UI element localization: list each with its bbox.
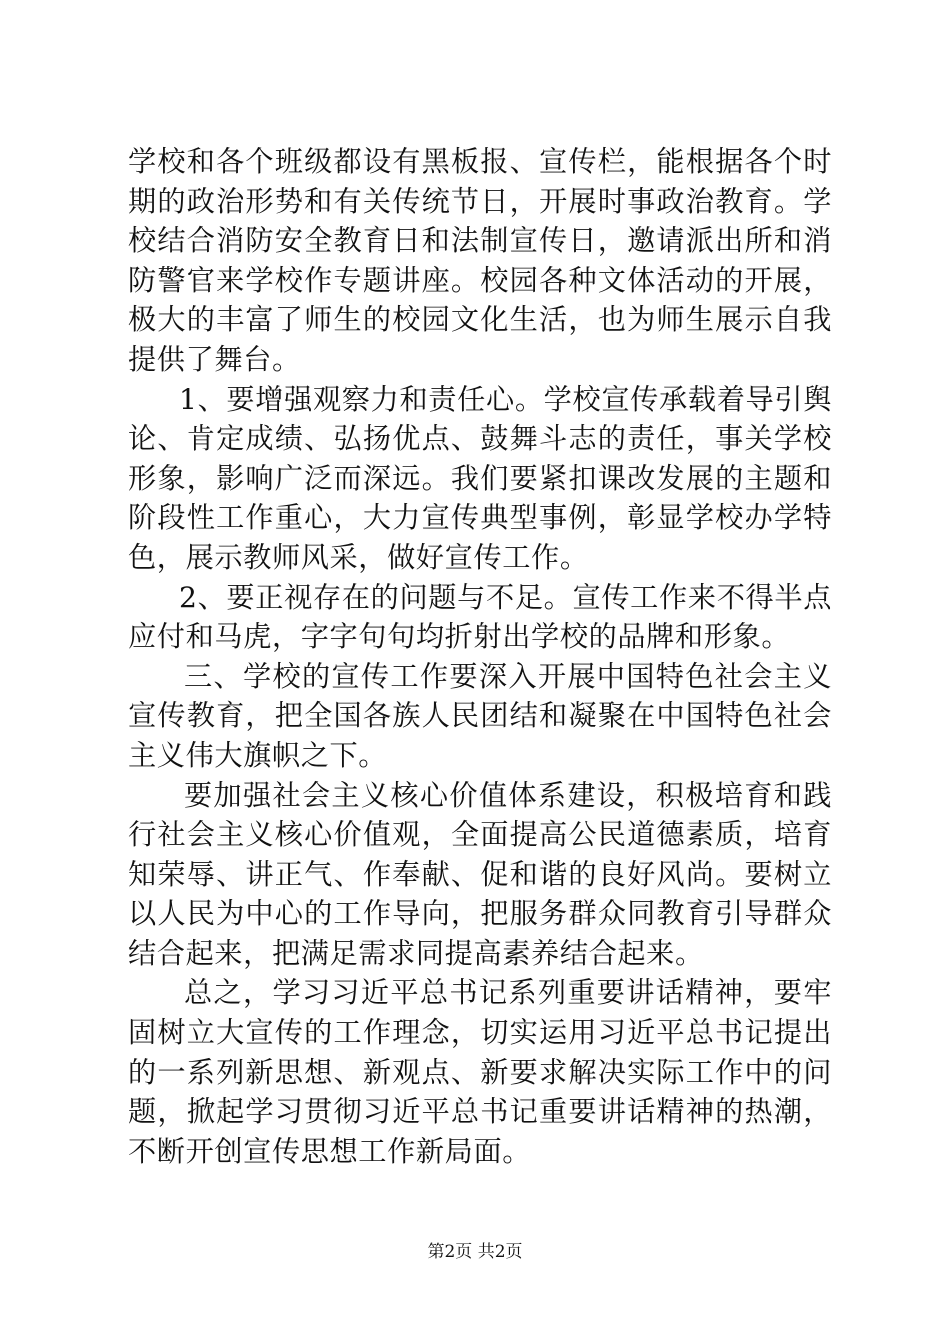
paragraph-section-3-socialism: 三、学校的宣传工作要深入开展中国特色社会主义宣传教育，把全国各族人民团结和凝聚在中国特色社会主义伟大旗帜之下。 <box>128 659 832 772</box>
paragraph-point-2-problems: 2、要正视存在的问题与不足。宣传工作来不得半点应付和马虎，字字句句均折射出学校的品牌和形象。 <box>128 580 832 654</box>
document-body <box>128 142 832 1171</box>
paragraph-school-bulletin: 学校和各个班级都设有黑板报、宣传栏，能根据各个时期的政治形势和有关传统节日，开展时事政治教育。学校结合消防安全教育日和法制宣传日，邀请派出所和消防警官来学校作专题讲座。校园各种文体活动的开展，极大的丰富了师生的校园文化生活，也为师生展示自我提供了舞台。 <box>128 145 832 376</box>
page-number-footer: 第2页 共2页 <box>427 1242 523 1262</box>
paragraph-conclusion: 总之，学习习近平总书记系列重要讲话精神，要牢固树立大宣传的工作理念，切实运用习近平总书记提出的一系列新思想、新观点、新要求解决实际工作中的问题，掀起学习贯彻习近平总书记重要讲话精神的热潮，不断开创宣传思想工作新局面。 <box>128 976 832 1168</box>
paragraph-core-values: 要加强社会主义核心价值体系建设，积极培育和践行社会主义核心价值观，全面提高公民道德素质，培育知荣辱、讲正气、作奉献、促和谐的良好风尚。要树立以人民为中心的工作导向，把服务群众同教育引导群众结合起来，把满足需求同提高素养结合起来。 <box>128 778 832 970</box>
paragraph-point-1-observation: 1、要增强观察力和责任心。学校宣传承载着导引舆论、肯定成绩、弘扬优点、鼓舞斗志的责任，事关学校形象，影响广泛而深远。我们要紧扣课改发展的主题和阶段性工作重心，大力宣传典型事例，彰显学校办学特色，展示教师风采，做好宣传工作。 <box>128 382 832 574</box>
